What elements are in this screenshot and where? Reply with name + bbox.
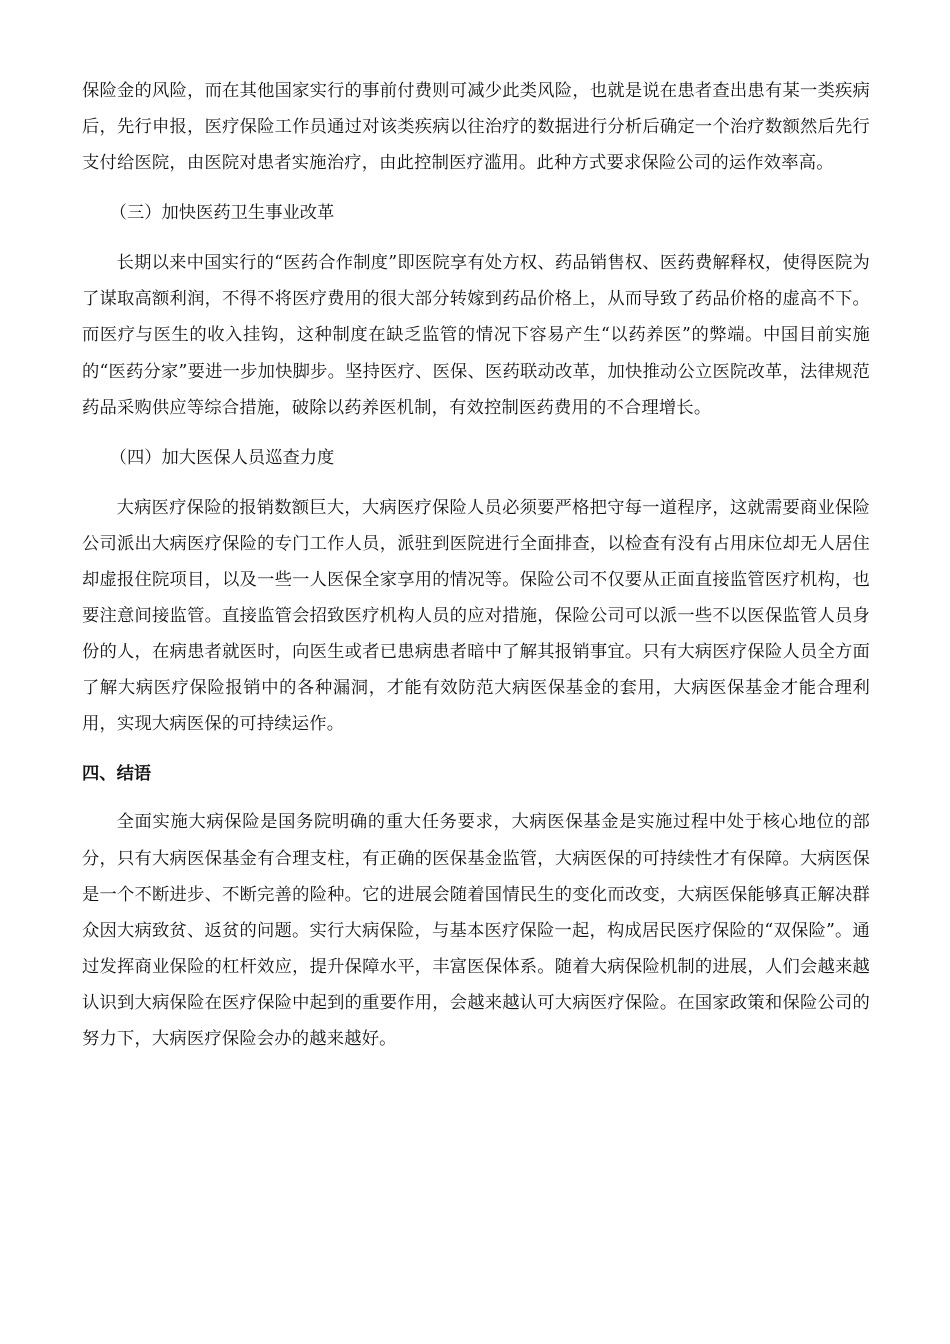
- section-heading-conclusion: 四、结语: [82, 764, 152, 785]
- paragraph-conclusion: 全面实施大病保险是国务院明确的重大任务要求，大病医保基金是实施过程中处于核心地位的部分，只有大病医保基金有合理支柱，有正确的医保基金监管，大病医保的可持续性才有保障。大病医保是一个不断进步、不断完善的险种。它的进展会随着国情民生的变化而改变，大病医保能够真正解决群众因大病致贫、返贫的问题。实行大病保险，与基本医疗保险一起，构成居民医疗保险的“双保险”。通过发挥商业保险的杠杆效应，提升保障水平，丰富医保体系。随着大病保险机制的进展，人们会越来越认识到大病保险在医疗保险中起到的重要作用，会越来越认可大病医疗保险。在国家政策和保险公司的努力下，大病医疗保险会办的越来越好。: [82, 812, 870, 1049]
- subheading-4: （四）加大医保人员巡查力度: [109, 447, 335, 468]
- paragraph-medical-reform: 长期以来中国实行的“医药合作制度”即医院享有处方权、药品销售权、医药费解释权，使得医院为了谋取高额利润，不得不将医疗费用的很大部分转嫁到药品价格上，从而导致了药品价格的虚高不下。而医疗与医生的收入挂钩，这种制度在缺乏监管的情况下容易产生“以药养医”的弊端。中国目前实施的“医药分家”要进一步加快脚步。坚持医疗、医保、医药联动改革，加快推动公立医院改革，法律规范药品采购供应等综合措施，破除以药养医机制，有效控制医药费用的不合理增长。: [82, 253, 870, 418]
- paragraph-inspection: 大病医疗保险的报销数额巨大，大病医疗保险人员必须要严格把守每一道程序，这就需要商业保险公司派出大病医疗保险的专门工作人员，派驻到医院进行全面排查，以检查有没有占用床位却无人居住却虚报住院项目，以及一些一人医保全家享用的情况等。保险公司不仅要从正面直接监管医疗机构，也要注意间接监管。直接监管会招致医疗机构人员的应对措施，保险公司可以派一些不以医保监管人员身份的人，在病患者就医时，向医生或者已患病患者暗中了解其报销事宜。只有大病医疗保险人员全方面了解大病医疗保险报销中的各种漏洞，才能有效防范大病医保基金的套用，大病医保基金才能合理利用，实现大病医保的可持续运作。: [82, 497, 870, 735]
- paragraph-continued: 保险金的风险，而在其他国家实行的事前付费则可减少此类风险，也就是说在患者查出患有某一类疾病后，先行申报，医疗保险工作员通过对该类疾病以往治疗的数据进行分析后确定一个治疗数额然后先行支付给医院，由医院对患者实施治疗，由此控制医疗滥用。此种方式要求保险公司的运作效率高。: [82, 81, 870, 174]
- subheading-3: （三）加快医药卫生事业改革: [109, 203, 335, 224]
